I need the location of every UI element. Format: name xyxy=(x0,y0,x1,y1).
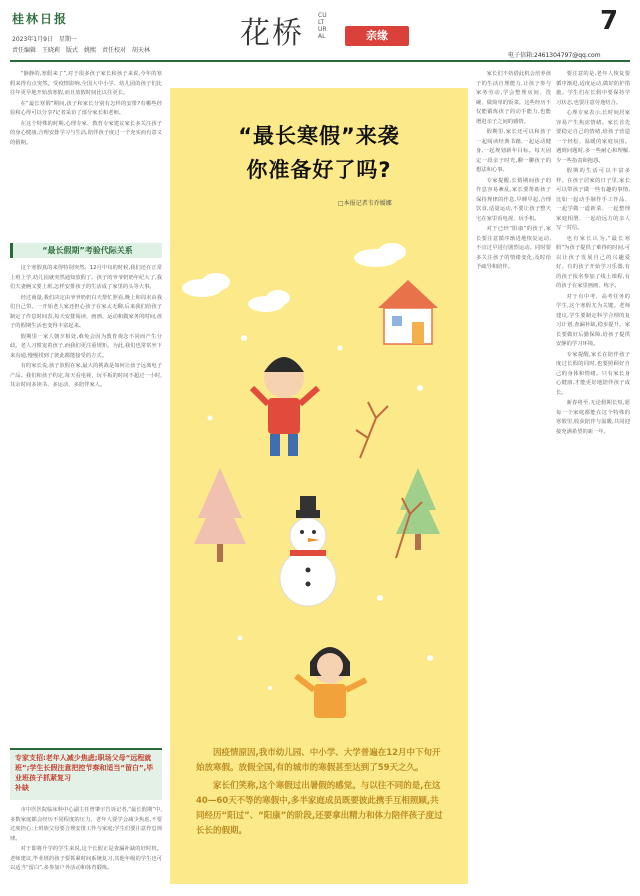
expert-tips-box xyxy=(10,748,162,800)
feature-title-line2: 你准备好了吗? xyxy=(246,158,392,182)
feature-title: “最长寒假”来袭 xyxy=(238,124,400,148)
paragraph: 在这个特殊的时期,心理专家、教育专家建议家长多关注孩子的身心健康,合理安排学习与生活,陪伴孩子度过一个充实而有意义的假期。 xyxy=(10,120,162,146)
paragraph: 家长们不妨借此机会培养孩子的生活自理能力,让孩子参与家务劳动,学会整理房间、洗碗、做简单的饭菜。这些经历不仅能锻炼孩子的动手能力,也能增进亲子之间的感情。 xyxy=(476,71,551,125)
issue-date: 2023年1月9日 星期一 xyxy=(12,36,77,43)
left-body-2 xyxy=(10,806,162,890)
middle-column xyxy=(476,70,551,890)
paragraph: 也有家长认为,“最长寒假”为孩子提供了难得的时间,可以让孩子发展自己的兴趣爱好。有的孩子开始学习乐器,有的孩子报名参加了线上课程,有的孩子在家里画画、练字。 xyxy=(556,235,630,289)
paragraph: 对于有中考、高考任务的学生,这个寒假尤为关键。老师建议,学生要制定科学合理的复习计划,查漏补缺,稳步提升。家长要做好后勤保障,给孩子提供安静的学习环境。 xyxy=(556,293,630,347)
left-intro xyxy=(10,70,162,235)
tree-icon xyxy=(194,468,246,562)
cloud-icon xyxy=(354,243,406,267)
header-divider xyxy=(10,60,630,62)
lead-paragraph: 家长们笑称,这个寒假过出暑假的感觉。与以往不同的是,在这40—60天不等的寒假中,多半家庭成员既要彼此携手互相照顾,共同经历“阳过”、“阳康”的阶段,还要拿出精力和体力陪伴孩子度过长长的假期。 xyxy=(196,781,443,836)
byline: □本报记者韦乔媛娜 xyxy=(338,200,392,207)
paragraph: 假期里,家长还可以和孩子一起阅读经典书籍,一起运动健身,一起规划新年目标。每天固定一段亲子时光,聊一聊孩子的想法和心事。 xyxy=(476,129,551,173)
cloud-icon xyxy=(182,273,230,297)
page-number: 7 xyxy=(600,6,619,36)
lead-paragraph: 因疫情原因,我市幼儿园、中小学、大学普遍在12月中下旬开始放寒假。放假全国,有的城市的寒假甚至达到了59天之久。 xyxy=(196,748,441,773)
subheading-banner: “最长假期”考验代际关系 xyxy=(10,243,162,258)
right-column xyxy=(556,70,630,890)
paragraph: 心理专家表示,长时间居家容易产生焦虑情绪。家长首先要稳定自己的情绪,给孩子营造一个轻松、温暖的家庭氛围。遇到问题时,多一些耐心和理解,少一些指责和抱怨。 xyxy=(556,110,630,164)
paragraph: 要注意的是,老年人恢复要循序渐进,适度运动,做好防护措施。学生们在长假中要保持学习状态,也要注意劳逸结合。 xyxy=(556,71,630,106)
paragraph: “静静的,寒假来了”,对于很多孩子家长和孩子来说,今年的寒假来得有点突然。受疫情影响,全国大中小学、幼儿园的孩子们比往年更早地开始放寒假,而且放假时间比以往更长。 xyxy=(10,71,162,96)
paragraph: 假期的生活可以丰富多样。在孩子居家的日子里,家长可以带孩子做一些有趣的事情,比如一起动手制作手工作品、一起学做一道新菜、一起整理家庭相册、一起给远方的亲人写一封信。 xyxy=(556,168,630,231)
section-title: 花桥 xyxy=(240,16,304,51)
paragraph: 经过商量,我们决定由爷爷奶奶白天帮忙照看,晚上和周末由我们自己带。一开始老人家还担心孩子在家太无聊,后来我们给孩子制定了作息时间表,每天安排阅读、画画、运动和做家务的时间,孩子的假期生活也变得丰富起来。 xyxy=(10,294,162,329)
paragraph: 新春将至,无论假期长短,愿每一个家庭都能在这个特殊的寒假里,收获陪伴与温暖,共同迎接充满希望的新一年。 xyxy=(556,400,630,435)
editor-credits: 责任编辑 王晓莉 版式 姚熙 责任校对 胡天林 xyxy=(12,47,151,54)
snowman-figure xyxy=(280,496,336,606)
paragraph: 这个寒假真的来得特别突然。12月中旬的时候,我们还在正常上班上学,幼儿园就突然通知放假了。孩子的爷爷奶奶年纪大了,我们夫妻俩又要上班,怎样安排孩子的生活成了家里的头等大事。 xyxy=(10,265,162,290)
paragraph: 有的家长说,孩子放假在家,最大的挑战是如何让孩子远离电子产品。我们和孩子约定,每天看电视、玩平板的时间不超过一小时,其余时间多读书、多运动、多陪伴家人。 xyxy=(10,363,162,388)
highlight-text: 专家支招:老年人减少焦虑;职场父母“远程就班”;学生长假注意把控节奏和适当“留白”,毕业班孩子抓紧复习 xyxy=(15,754,154,782)
house-icon xyxy=(378,280,438,344)
child-girl-figure xyxy=(296,647,366,718)
highlight-text: 补缺 xyxy=(15,784,29,792)
paragraph: 专家提醒,家长在陪伴孩子度过长假的同时,也要照顾好自己的身体和情绪。只有家长身心健康,才能更好地陪伴孩子成长。 xyxy=(556,351,630,396)
feature-lead xyxy=(196,746,446,842)
child-boy-figure xyxy=(252,357,318,456)
section-tag: 亲缘 xyxy=(345,26,409,46)
section-subtitle: CULTURAL xyxy=(318,12,327,40)
winter-illustration xyxy=(180,218,458,748)
branch-icon xyxy=(356,402,422,558)
paragraph: 对于已经“阳康”的孩子,家长要注意循序渐进地恢复运动,不宜过早进行剧烈运动。同时要多关注孩子的情绪变化,及时给予疏导和陪伴。 xyxy=(476,226,551,270)
snowflake-icon xyxy=(208,335,434,690)
paragraph: 专家提醒,长假期间孩子的作息容易紊乱,家长要帮助孩子保持规律的作息,早睡早起,合理饮食,适量运动,不要让孩子整天宅在家里看电视、玩手机。 xyxy=(476,177,551,222)
paragraph: 在“最长寒假”期间,孩子和家长分别有怎样的安排?有哪些经验和心得可以分享?记者采访了部分家长和老师。 xyxy=(10,100,162,116)
paragraph: 假期里一家人朝夕相处,难免会因为教育观念不同而产生分歧。老人习惯宠着孩子,而我们更注重规矩。为此,我们也常常坐下来沟通,慢慢找到了彼此都能接受的方式。 xyxy=(10,333,162,359)
cloud-icon xyxy=(248,290,290,312)
paragraph: 对于即将升学的学生来说,这个长假正是查漏补缺的好时机。老师建议,毕业班的孩子要抓紧时间系统复习,其他年级的学生也可以适当“留白”,多参加户外活动和体育锻炼。 xyxy=(10,846,162,871)
feature-panel xyxy=(170,88,468,884)
newspaper-logo: 桂林日报 xyxy=(12,12,69,26)
contact-email: 电子信箱:2461304797@qq.com xyxy=(508,52,601,59)
page-header xyxy=(0,0,640,60)
paragraph: 市中医医院临床科中心副主任曾肇宇告诉记者,“最长假期”中,多数家庭都会经历不同程度的压力。老年人要学会减少焦虑,不要过度担心;上班族父母要合理安排工作与家庭;学生们要注意作息规律。 xyxy=(10,807,162,842)
left-body xyxy=(10,264,162,744)
